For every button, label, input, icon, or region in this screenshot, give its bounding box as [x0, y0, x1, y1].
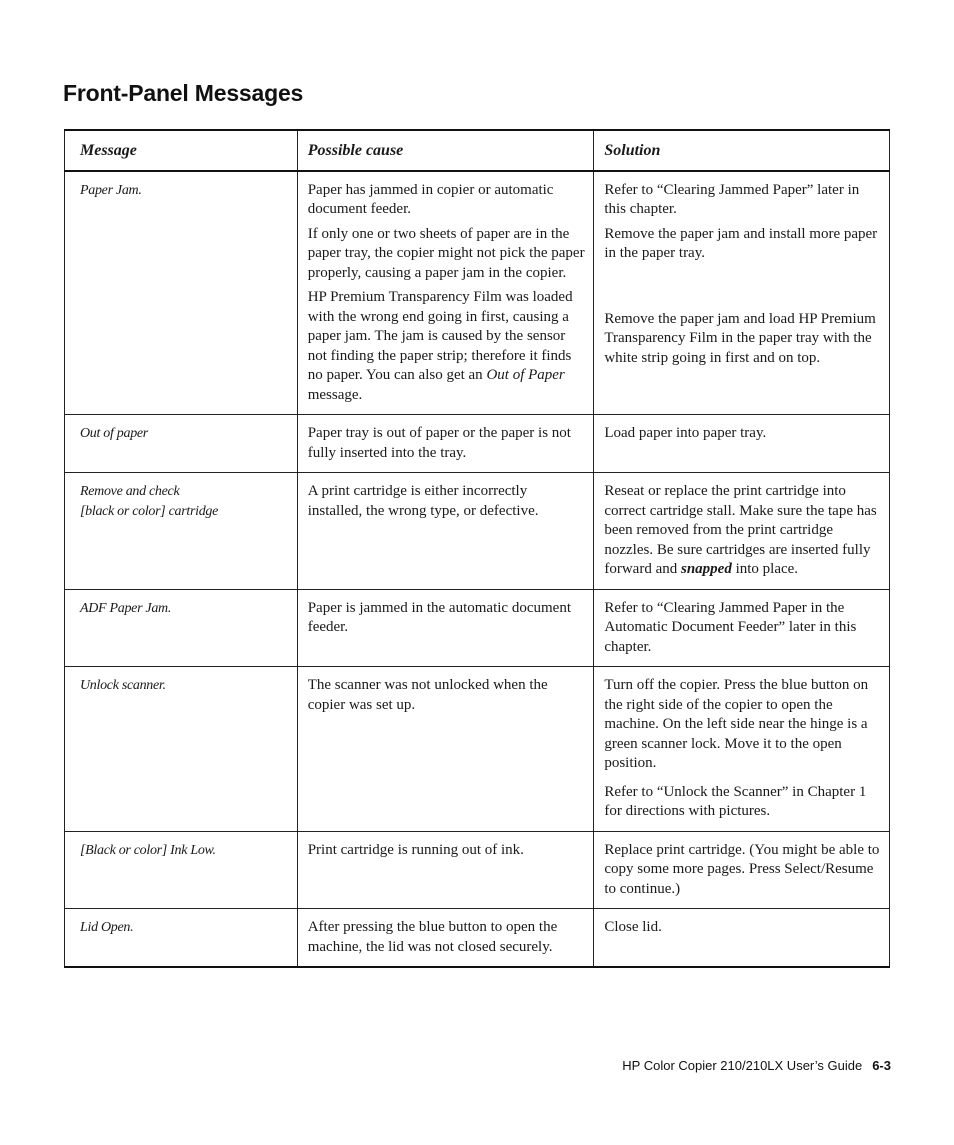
solution-paragraph: Refer to “Unlock the Scanner” in Chapter 1 for directions with pictures. [604, 783, 867, 819]
table-row [65, 589, 890, 667]
cause-text: HP Premium Transparency Film was loaded with the wrong end going in first, causing a paper jam. The jam is caused by the sensor not finding the paper strip; therefore it finds no paper. You can also get an [307, 289, 573, 383]
solution-cell [594, 415, 890, 473]
message-cell [65, 473, 298, 590]
solution-paragraph [604, 482, 881, 580]
cause-paragraph: The scanner was not unlocked when the copier was set up. [307, 677, 548, 713]
solution-cell [594, 171, 890, 415]
solution-paragraph: Turn off the copier. Press the blue button on the right side of the copier to open the machine. On the left side near the hinge is a green scanner lock. Move it to the open position. [604, 677, 869, 771]
message-cell [65, 667, 298, 832]
message-cell [65, 589, 298, 667]
message-text: Out of paper [80, 426, 148, 441]
message-text: Unlock scanner. [80, 678, 166, 693]
cause-cell [297, 831, 594, 909]
solution-paragraph: Replace print cartridge. (You might be able to copy some more pages. Press Select/Resume to continue.) [604, 841, 880, 897]
solution-paragraph: Remove the paper jam and install more paper in the paper tray. [604, 225, 878, 261]
cause-paragraph: Paper has jammed in copier or automatic document feeder. [307, 181, 554, 217]
header-message: Message [65, 130, 298, 171]
cause-cell [297, 415, 594, 473]
spacer [604, 269, 881, 310]
cause-cell [297, 909, 594, 968]
message-cell [65, 831, 298, 909]
front-panel-messages-table [64, 129, 890, 968]
cause-paragraph: Paper is jammed in the automatic document feeder. [307, 599, 571, 635]
cause-cell [297, 589, 594, 667]
page-footer [622, 1058, 891, 1073]
message-text: ADF Paper Jam. [80, 600, 172, 616]
message-cell [65, 171, 298, 415]
table-row [65, 831, 890, 909]
cause-paragraph: A print cartridge is either incorrectly installed, the wrong type, or defective. [307, 483, 539, 519]
solution-cell [594, 909, 890, 968]
out-of-paper-reference: Out of Paper [486, 367, 565, 383]
table-row [65, 415, 890, 473]
header-solution: Solution [594, 130, 890, 171]
cause-paragraph [308, 288, 586, 405]
header-possible-cause: Possible cause [297, 130, 594, 171]
solution-text-end: into place. [735, 561, 799, 577]
cause-paragraph: After pressing the blue button to open the machine, the lid was not closed securely. [307, 919, 558, 955]
message-text: [black or color] cartridge [80, 503, 219, 519]
cause-text-end: message. [307, 386, 363, 403]
cause-cell [297, 473, 594, 590]
solution-cell [594, 473, 890, 590]
solution-paragraph: Remove the paper jam and load HP Premium Transparency Film in the paper tray with the white strip going in first and on top. [604, 310, 876, 366]
cause-paragraph: Paper tray is out of paper or the paper is not fully inserted into the tray. [307, 425, 571, 461]
solution-paragraph: Close lid. [604, 919, 662, 935]
message-text: Remove and check [80, 484, 180, 499]
solution-cell [594, 589, 890, 667]
table-row [65, 667, 890, 832]
table-header-row [65, 130, 890, 171]
solution-text: Reseat or replace the print cartridge into correct cartridge stall. Make sure the tape has been removed from the print cartridge nozzles. Be sure cartridges are inserted fully forward and [604, 483, 877, 577]
solution-paragraph: Refer to “Clearing Jammed Paper in the Automatic Document Feeder” later in this chapter. [604, 599, 857, 655]
cause-paragraph: If only one or two sheets of paper are in the paper tray, the copier might not pick the paper properly, causing a paper jam in the copier. [307, 225, 585, 281]
message-cell [65, 415, 298, 473]
message-text: Lid Open. [80, 920, 134, 935]
page-number: 6-3 [872, 1058, 891, 1073]
message-cell [65, 909, 298, 968]
solution-paragraph: Refer to “Clearing Jammed Paper” later in this chapter. [604, 181, 860, 217]
cause-cell [297, 171, 594, 415]
cause-cell [297, 667, 594, 832]
table-row [65, 171, 890, 415]
table-row [65, 473, 890, 590]
message-text: [Black or color] Ink Low. [80, 842, 216, 858]
guide-title: HP Color Copier 210/210LX User’s Guide [622, 1058, 863, 1073]
solution-paragraph: Load paper into paper tray. [604, 425, 767, 441]
page-title: Front-Panel Messages [63, 80, 304, 106]
solution-cell [594, 667, 890, 832]
table-row [65, 909, 890, 968]
snapped-emphasis: snapped [680, 561, 732, 577]
solution-cell [594, 831, 890, 909]
cause-paragraph: Print cartridge is running out of ink. [307, 841, 524, 858]
message-text: Paper Jam. [80, 182, 142, 198]
